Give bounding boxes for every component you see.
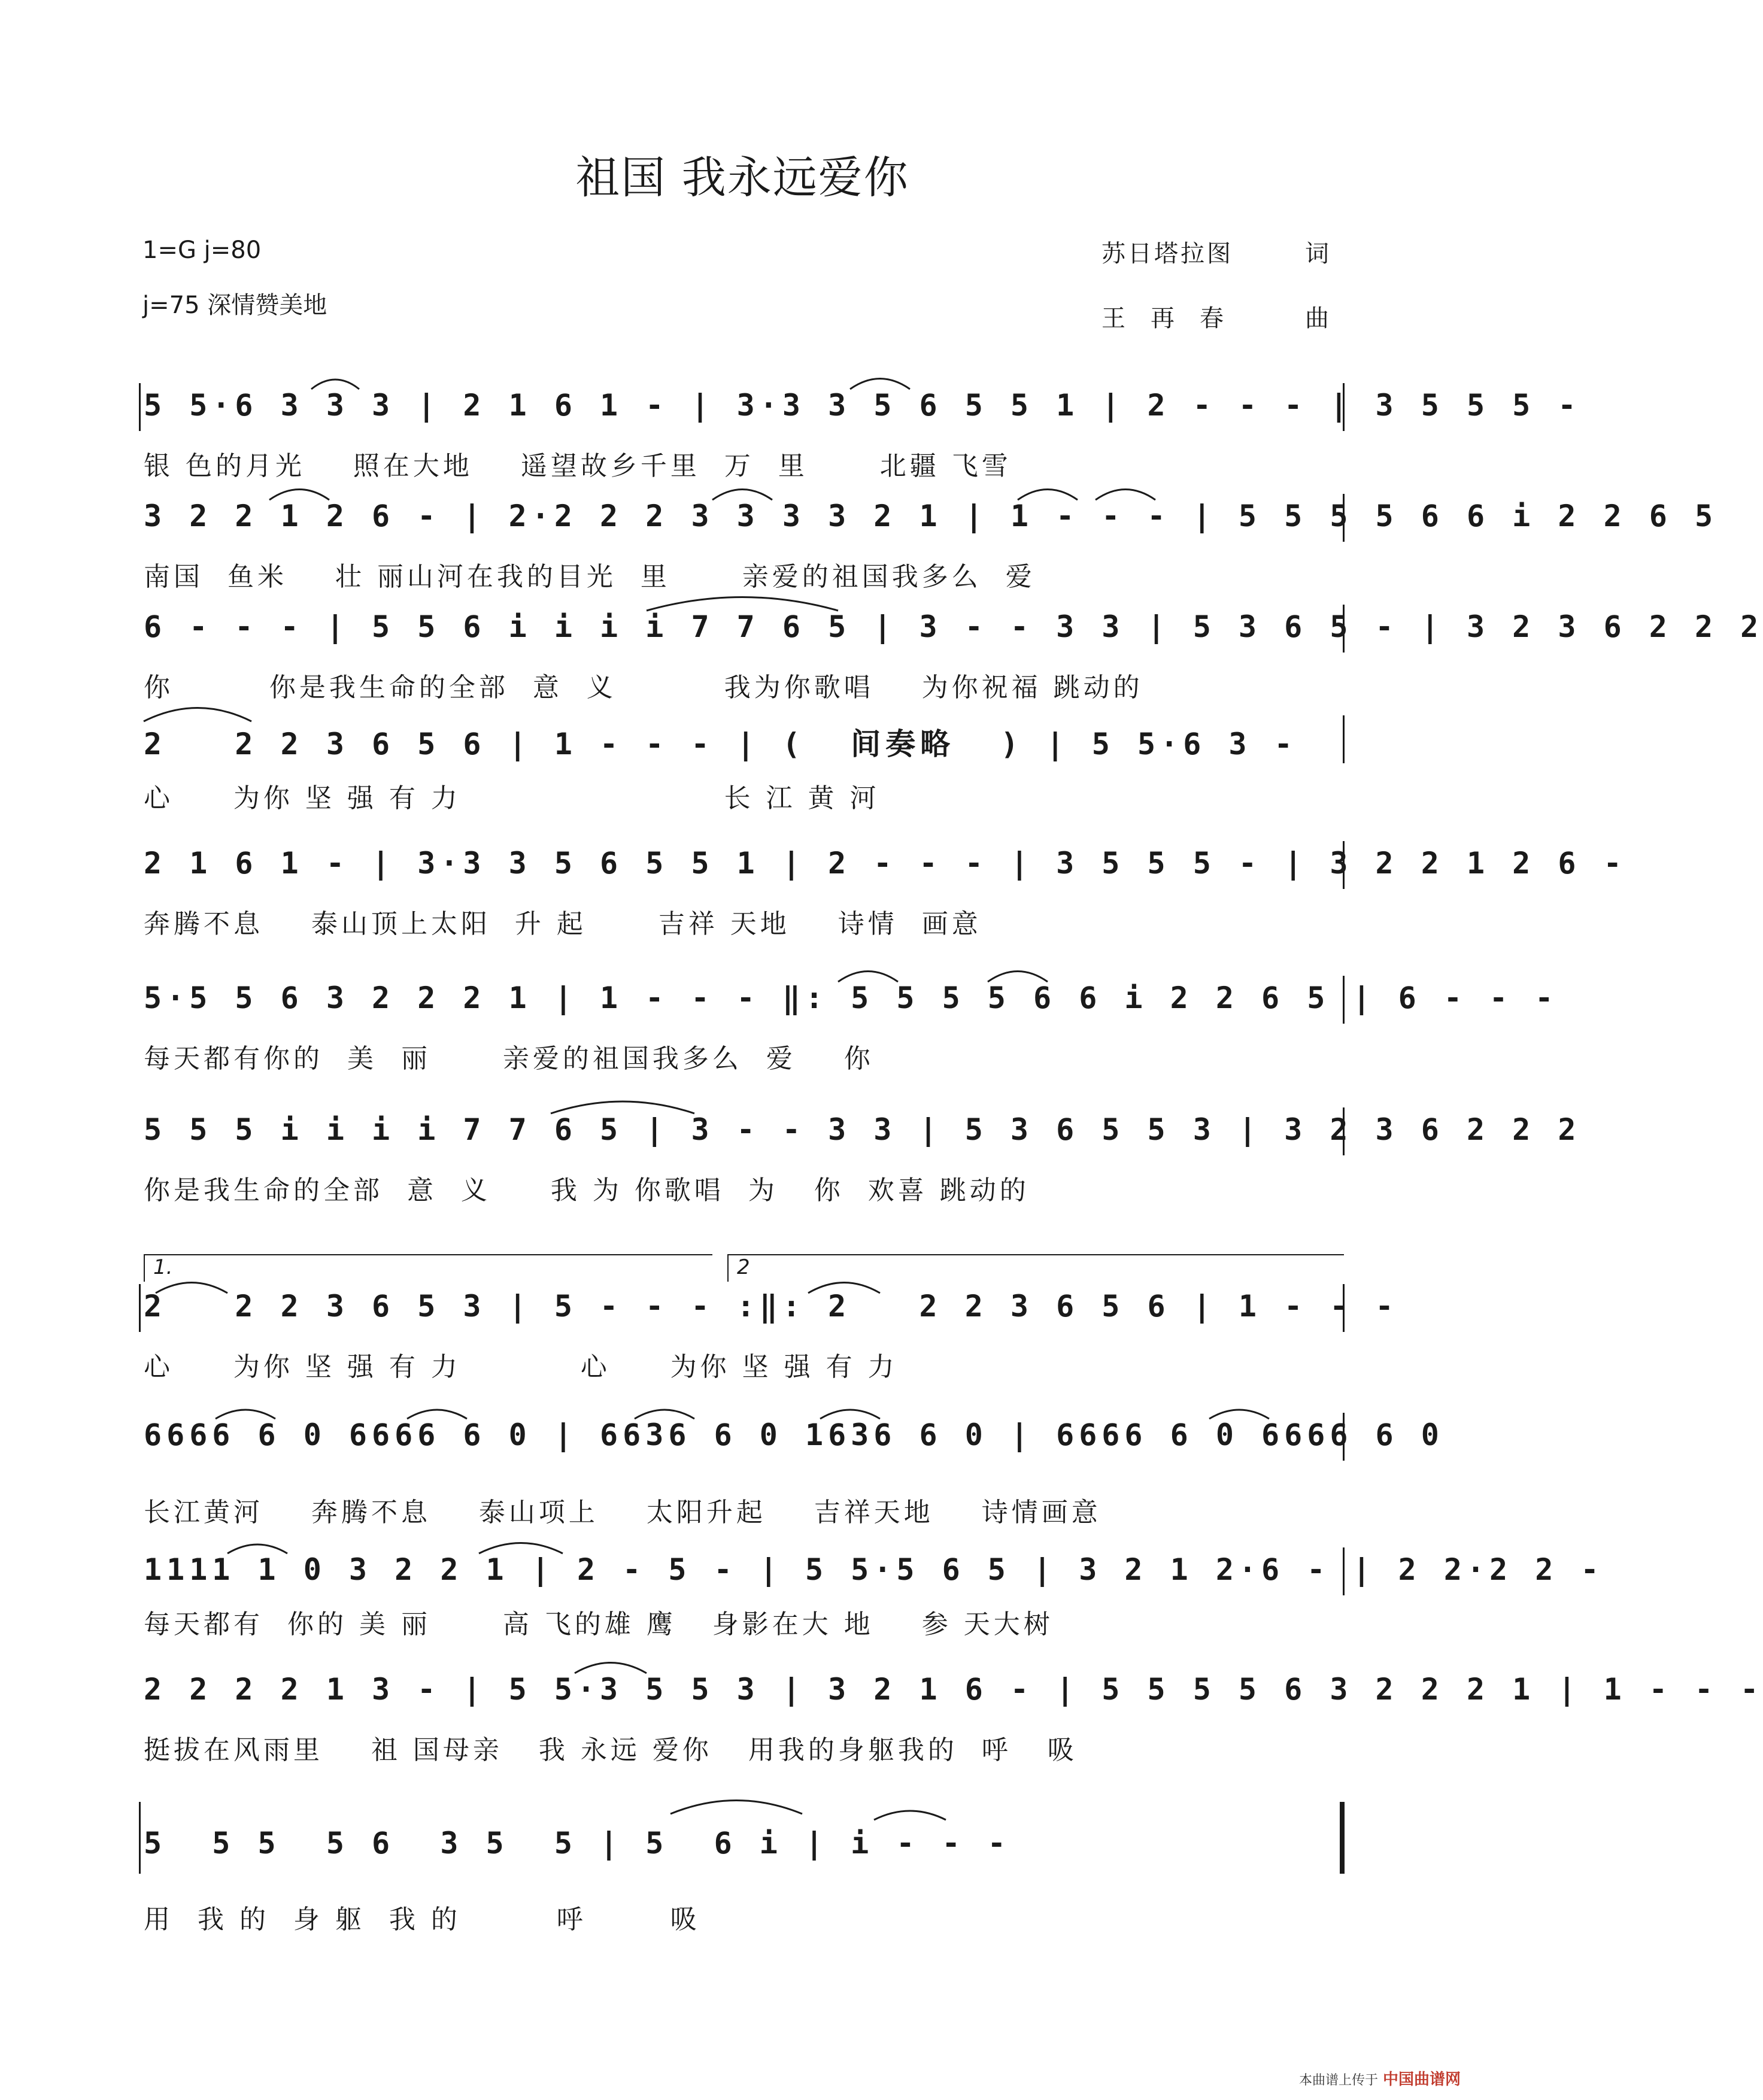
notation-line: 6666 6 0 6666 6 0 | 6636 6 0 1636 6 0 | 6666 6 0 6666 6 0 — [144, 1418, 1444, 1452]
lyrics-line: 南国 鱼米 壮 丽山河在我的目光 里 亲爱的祖国我多么 爱 — [144, 562, 1036, 592]
notation-line: 5 5 5 i i i i 7 7 6 5 | 3 - - 3 3 | 5 3 6 5 5 3 | 3 2 3 6 2 2 2 — [144, 1112, 1581, 1147]
volta-number-1: 1. — [153, 1255, 173, 1279]
lyrics-line: 每天都有你的 美 丽 亲爱的祖国我多么 爱 你 — [144, 1043, 874, 1074]
notation-line: 2 2 2 3 6 5 6 | 1 - - - | ( 间奏略 ) | 5 5·6 3 - — [144, 727, 1297, 761]
lyrics-line: 你是我生命的全部 意 义 我 为 你歌唱 为 你 欢喜 跳动的 — [144, 1175, 1030, 1206]
lyrics-line: 银 色的月光 照在大地 遥望故乡千里 万 里 北疆 飞雪 — [144, 451, 1012, 481]
volta-number-2: 2 — [737, 1255, 750, 1279]
lyrics-line: 每天都有 你的 美 丽 高 飞的雄 鹰 身影在大 地 参 天大树 — [144, 1609, 1054, 1640]
page-title: 祖国 我永远爱你 — [575, 152, 909, 204]
notation-line: 5·5 5 6 3 2 2 2 1 | 1 - - - ‖: 5 5 5 5 6 6 i 2 2 6 5 | 6 - - - — [144, 981, 1558, 1015]
lyrics-line: 心 为你 坚 强 有 力 长 江 黄 河 — [144, 783, 880, 814]
lyrics-line: 长江黄河 奔腾不息 泰山项上 太阳升起 吉祥天地 诗情画意 — [144, 1497, 1102, 1528]
lyricist-name: 苏日塔拉图 — [1102, 240, 1233, 268]
footer-upload-text: 本曲谱上传于 — [1298, 2073, 1378, 2088]
notation-line: 2 2 2 2 1 3 - | 5 5·3 5 5 3 | 3 2 1 6 - | 5 5 5 5 6 3 2 2 2 1 | 1 - - - — [144, 1672, 1763, 1707]
footer-brand: 中国曲谱网 — [1382, 2071, 1461, 2089]
notation-line: 2 1 6 1 - | 3·3 3 5 6 5 5 1 | 2 - - - | 3 5 5 5 - | 3 2 2 1 2 6 - — [144, 846, 1627, 881]
lyrics-line: 奔腾不息 泰山顶上太阳 升 起 吉祥 天地 诗情 画意 — [144, 909, 982, 939]
lyrics-line: 心 为你 坚 强 有 力 心 为你 坚 强 有 力 — [144, 1352, 898, 1382]
tempo-expression: j=75 深情赞美地 — [142, 292, 327, 319]
lyrics-line: 挺拔在风雨里 祖 国母亲 我 永远 爱你 用我的身躯我的 呼 吸 — [144, 1735, 1078, 1765]
notation-line: 2 2 2 3 6 5 3 | 5 - - - :‖: 2 2 2 3 6 5 6 | 1 - - - — [144, 1289, 1398, 1324]
notation-line: 6 - - - | 5 5 6 i i i i 7 7 6 5 | 3 - - 3 3 | 5 3 6 5 - | 3 2 3 6 2 2 2 — [144, 609, 1763, 644]
composer-role: 曲 — [1305, 305, 1347, 332]
lyricist-role: 词 — [1305, 240, 1347, 268]
lyrics-line: 你 你是我生命的全部 意 义 我为你歌唱 为你祝福 跳动的 — [144, 672, 1143, 703]
lyrics-line: 用 我 的 身 躯 我 的 呼 吸 — [144, 1904, 700, 1935]
notation-line: 5 5 5 5 6 3 5 5 | 5 6 i | i - - - — [144, 1826, 1011, 1861]
composer-name: 王再春 — [1102, 305, 1249, 332]
notation-line: 3 2 2 1 2 6 - | 2·2 2 2 3 3 3 3 2 1 | 1 - - - | 5 5 5 5 6 6 i 2 2 6 5 — [144, 499, 1718, 533]
notation-line: 1111 1 0 3 2 2 1 | 2 - 5 - | 5 5·5 6 5 | 3 2 1 2·6 - | 2 2·2 2 - — [144, 1552, 1604, 1587]
key-tempo: 1=G j=80 — [142, 236, 262, 264]
footer-credit — [1299, 2067, 1461, 2089]
notation-line: 5 5·6 3 3 3 | 2 1 6 1 - | 3·3 3 5 6 5 5 1 | 2 - - - | 3 5 5 5 - — [144, 388, 1581, 423]
